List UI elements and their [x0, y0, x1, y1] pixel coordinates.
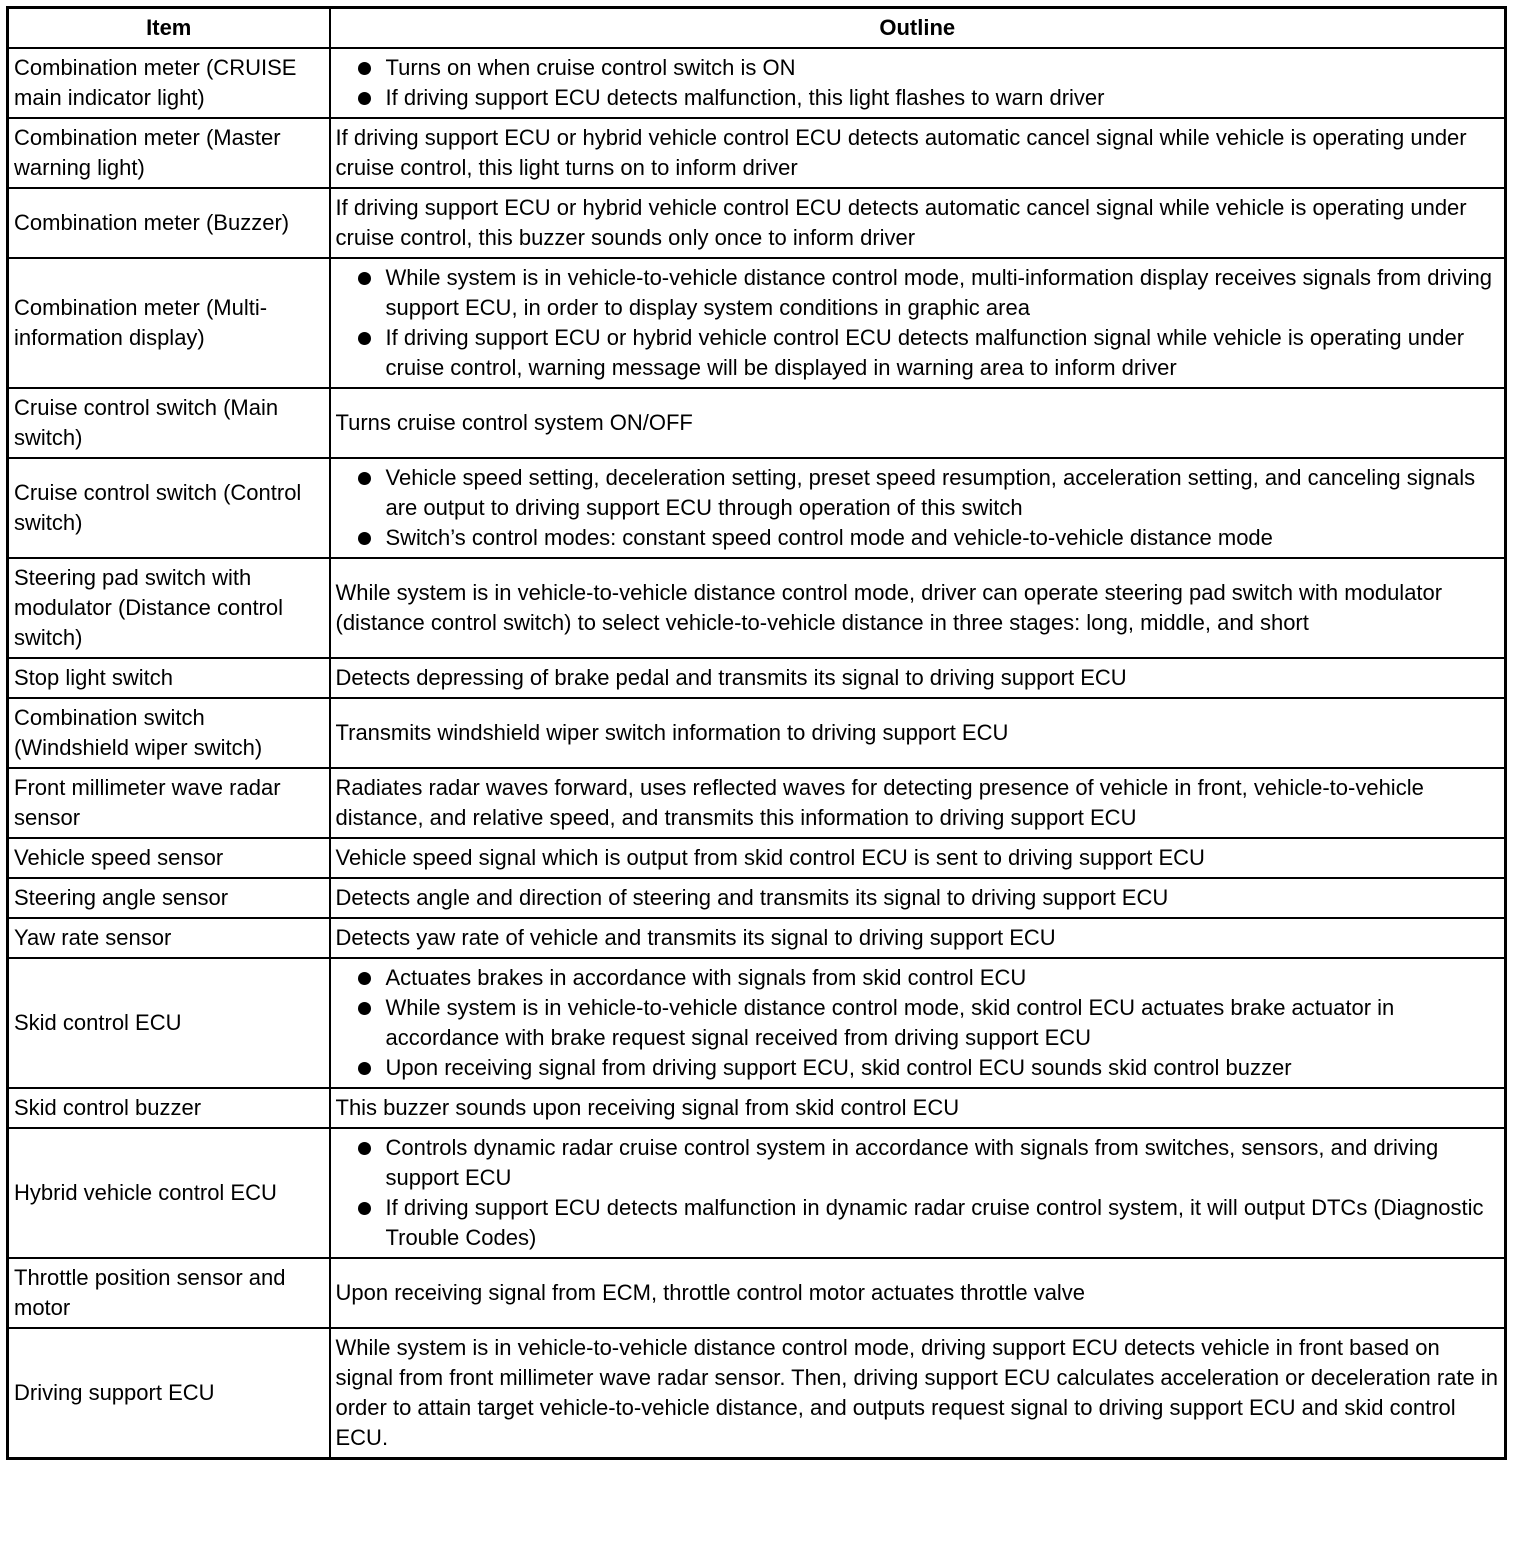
item-cell: Throttle position sensor and motor — [8, 1258, 330, 1328]
table-row — [8, 558, 1506, 658]
table-row — [8, 1088, 1506, 1128]
item-cell: Yaw rate sensor — [8, 918, 330, 958]
component-outline-table — [6, 6, 1507, 1460]
item-cell: Cruise control switch (Control switch) — [8, 458, 330, 558]
table-row — [8, 918, 1506, 958]
outline-cell — [330, 458, 1506, 558]
item-cell: Combination meter (Buzzer) — [8, 188, 330, 258]
table-row — [8, 658, 1506, 698]
outline-bullet-list — [336, 1133, 1501, 1253]
table-row — [8, 878, 1506, 918]
outline-cell — [330, 258, 1506, 388]
outline-cell: Detects depressing of brake pedal and transmits its signal to driving support ECU — [330, 658, 1506, 698]
outline-cell: This buzzer sounds upon receiving signal from skid control ECU — [330, 1088, 1506, 1128]
item-cell: Stop light switch — [8, 658, 330, 698]
outline-cell: While system is in vehicle-to-vehicle distance control mode, driver can operate steering pad switch with modulator (distance control switch) to select vehicle-to-vehicle distance in three stages: long, middle, and short — [330, 558, 1506, 658]
outline-bullet: Switch’s control modes: constant speed control mode and vehicle-to-vehicle distance mode — [336, 523, 1501, 553]
outline-cell: If driving support ECU or hybrid vehicle control ECU detects automatic cancel signal while vehicle is operating under cruise control, this buzzer sounds only once to inform driver — [330, 188, 1506, 258]
outline-bullet: While system is in vehicle-to-vehicle distance control mode, skid control ECU actuates brake actuator in accordance with brake request signal received from driving support ECU — [336, 993, 1501, 1053]
item-cell: Combination meter (CRUISE main indicator light) — [8, 48, 330, 118]
table-row — [8, 768, 1506, 838]
outline-bullet: Controls dynamic radar cruise control system in accordance with signals from switches, sensors, and driving support ECU — [336, 1133, 1501, 1193]
outline-column-header: Outline — [330, 8, 1506, 49]
table-row — [8, 1328, 1506, 1459]
table-row — [8, 1258, 1506, 1328]
table-row — [8, 838, 1506, 878]
outline-cell — [330, 958, 1506, 1088]
outline-bullet: Actuates brakes in accordance with signals from skid control ECU — [336, 963, 1501, 993]
outline-cell: Radiates radar waves forward, uses reflected waves for detecting presence of vehicle in front, vehicle-to-vehicle distance, and relative speed, and transmits this information to driving support ECU — [330, 768, 1506, 838]
outline-cell: Upon receiving signal from ECM, throttle control motor actuates throttle valve — [330, 1258, 1506, 1328]
outline-bullet-list — [336, 263, 1501, 383]
header-row — [8, 8, 1506, 49]
outline-bullet: Vehicle speed setting, deceleration setting, preset speed resumption, acceleration setting, and canceling signals are output to driving support ECU through operation of this switch — [336, 463, 1501, 523]
item-cell: Skid control ECU — [8, 958, 330, 1088]
outline-bullet-list — [336, 463, 1501, 553]
outline-cell: If driving support ECU or hybrid vehicle control ECU detects automatic cancel signal while vehicle is operating under cruise control, this light turns on to inform driver — [330, 118, 1506, 188]
outline-bullet: If driving support ECU or hybrid vehicle control ECU detects malfunction signal while vehicle is operating under cruise control, warning message will be displayed in warning area to inform driver — [336, 323, 1501, 383]
item-cell: Hybrid vehicle control ECU — [8, 1128, 330, 1258]
outline-bullet: Turns on when cruise control switch is ON — [336, 53, 1501, 83]
item-cell: Steering pad switch with modulator (Distance control switch) — [8, 558, 330, 658]
item-cell: Steering angle sensor — [8, 878, 330, 918]
table-row — [8, 118, 1506, 188]
table-row — [8, 698, 1506, 768]
outline-bullet: If driving support ECU detects malfunction, this light flashes to warn driver — [336, 83, 1501, 113]
outline-cell: Detects yaw rate of vehicle and transmits its signal to driving support ECU — [330, 918, 1506, 958]
item-column-header: Item — [8, 8, 330, 49]
item-cell: Cruise control switch (Main switch) — [8, 388, 330, 458]
outline-bullet-list — [336, 963, 1501, 1083]
table-row — [8, 1128, 1506, 1258]
item-cell: Combination meter (Master warning light) — [8, 118, 330, 188]
outline-cell: Transmits windshield wiper switch information to driving support ECU — [330, 698, 1506, 768]
outline-cell — [330, 1128, 1506, 1258]
item-cell: Driving support ECU — [8, 1328, 330, 1459]
table-row — [8, 48, 1506, 118]
outline-bullet-list — [336, 53, 1501, 113]
item-cell: Skid control buzzer — [8, 1088, 330, 1128]
table-row — [8, 958, 1506, 1088]
outline-cell: Turns cruise control system ON/OFF — [330, 388, 1506, 458]
table-row — [8, 258, 1506, 388]
outline-cell: While system is in vehicle-to-vehicle distance control mode, driving support ECU detects vehicle in front based on signal from front millimeter wave radar sensor. Then, driving support ECU calculates acceleration or deceleration rate in order to attain target vehicle-to-vehicle distance, and outputs request signal to driving support ECU and skid control ECU. — [330, 1328, 1506, 1459]
outline-bullet: If driving support ECU detects malfunction in dynamic radar cruise control system, it will output DTCs (Diagnostic Trouble Codes) — [336, 1193, 1501, 1253]
item-cell: Vehicle speed sensor — [8, 838, 330, 878]
item-cell: Combination switch (Windshield wiper switch) — [8, 698, 330, 768]
outline-cell: Detects angle and direction of steering and transmits its signal to driving support ECU — [330, 878, 1506, 918]
outline-bullet: Upon receiving signal from driving support ECU, skid control ECU sounds skid control buzzer — [336, 1053, 1501, 1083]
outline-bullet: While system is in vehicle-to-vehicle distance control mode, multi-information display receives signals from driving support ECU, in order to display system conditions in graphic area — [336, 263, 1501, 323]
table-row — [8, 388, 1506, 458]
document-page — [6, 6, 1507, 1460]
table-row — [8, 458, 1506, 558]
table-row — [8, 188, 1506, 258]
item-cell: Front millimeter wave radar sensor — [8, 768, 330, 838]
outline-cell: Vehicle speed signal which is output from skid control ECU is sent to driving support ECU — [330, 838, 1506, 878]
outline-cell — [330, 48, 1506, 118]
item-cell: Combination meter (Multi-information display) — [8, 258, 330, 388]
